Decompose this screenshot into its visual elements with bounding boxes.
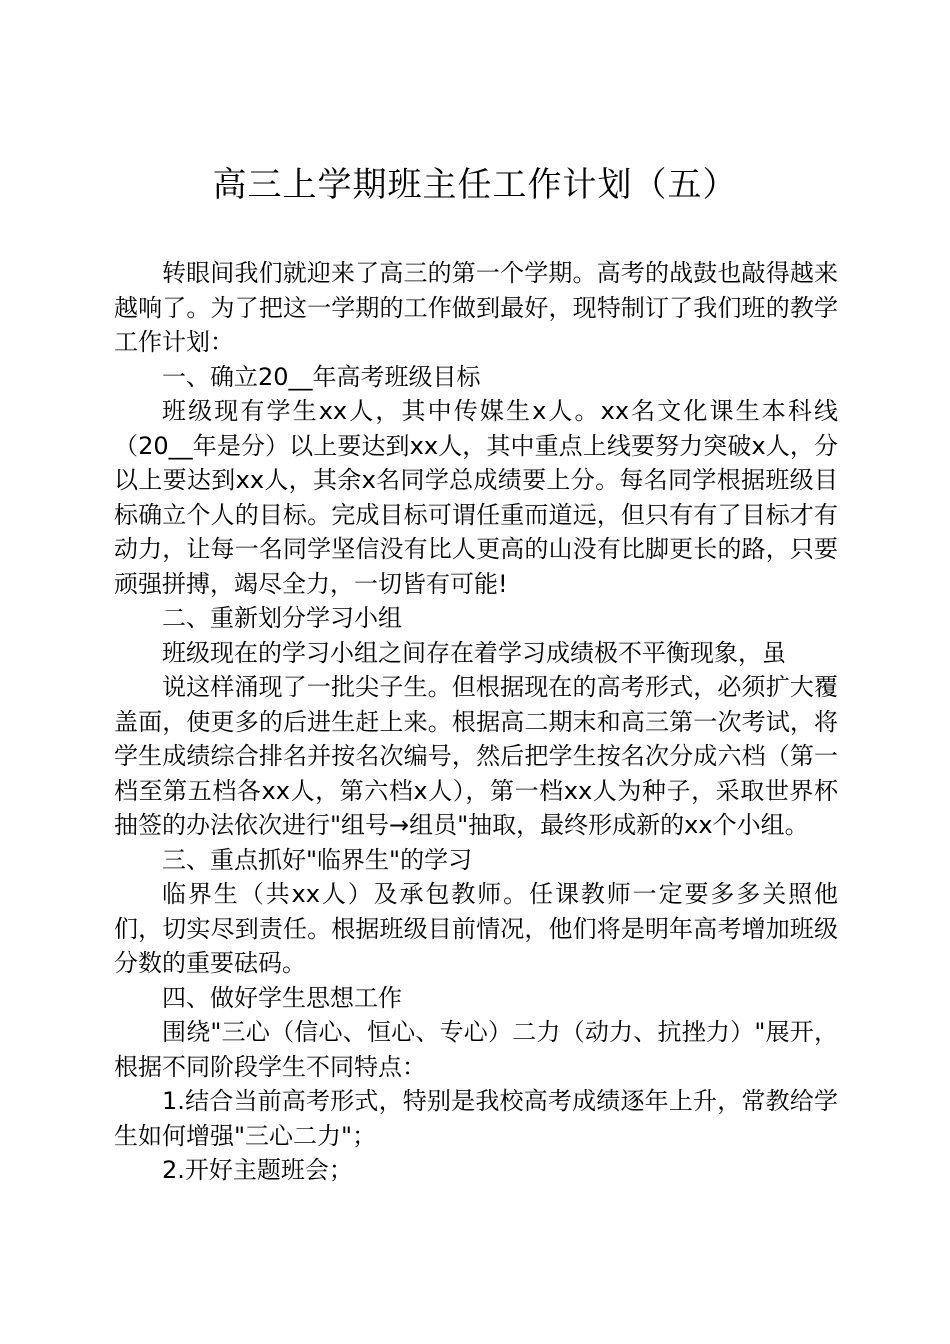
intro-paragraph: 转眼间我们就迎来了高三的第一个学期。高考的战鼓也敲得越来越响了。为了把这一学期的工作做到最好，现特制订了我们班的教学工作计划： xyxy=(114,259,838,356)
section-3-paragraph: 临界生（共xx人）及承包教师。任课教师一定要多多关照他们，切实尽到责任。根据班级目前情况，他们将是明年高考增加班级分数的重要砝码。 xyxy=(114,880,838,977)
document-body xyxy=(114,256,838,1188)
section-2-paragraph-a: 班级现在的学习小组之间存在着学习成绩极不平衡现象，虽 xyxy=(162,638,786,667)
section-4-paragraph: 围绕"三心（信心、恒心、专心）二力（动力、抗挫力）"展开，根据不同阶段学生不同特点： xyxy=(114,1018,838,1081)
section-heading-1: 一、确立20__年高考班级目标 xyxy=(162,362,481,391)
list-item-2: 2.开好主题班会； xyxy=(162,1156,353,1184)
section-heading-3: 三、重点抓好"临界生"的学习 xyxy=(162,845,473,874)
document-title: 高三上学期班主任工作计划（五） xyxy=(212,165,738,205)
section-1-paragraph: 班级现有学生xx人，其中传媒生x人。xx名文化课生本科线（20__年是分）以上要达到xx人，其中重点上线要努力突破x人，分以上要达到xx人，其余x名同学总成绩要上分。每名同学根据班级目标确立个人的目标。完成目标可谓任重而道远，但只有有了目标才有动力，让每一名同学坚信没有比人更高的山没有比脚更长的路，只要顽强拼搏，竭尽全力，一切皆有可能! xyxy=(114,397,838,598)
section-2-paragraph-b: 说这样涌现了一批尖子生。但根据现在的高考形式，必须扩大覆盖面，使更多的后进生赶上来。根据高二期末和高三第一次考试，将学生成绩综合排名并按名次编号，然后把学生按名次分成六档（第一档至第五档各xx人，第六档x人），第一档xx人为种子，采取世界杯抽签的办法依次进行"组号→组员"抽取，最终形成新的xx个小组。 xyxy=(114,673,838,839)
list-item-1: 1.结合当前高考形式，特别是我校高考成绩逐年上升，常教给学生如何增强"三心二力"； xyxy=(114,1087,838,1150)
section-heading-2: 二、重新划分学习小组 xyxy=(162,604,402,632)
section-heading-4: 四、做好学生思想工作 xyxy=(162,983,402,1012)
